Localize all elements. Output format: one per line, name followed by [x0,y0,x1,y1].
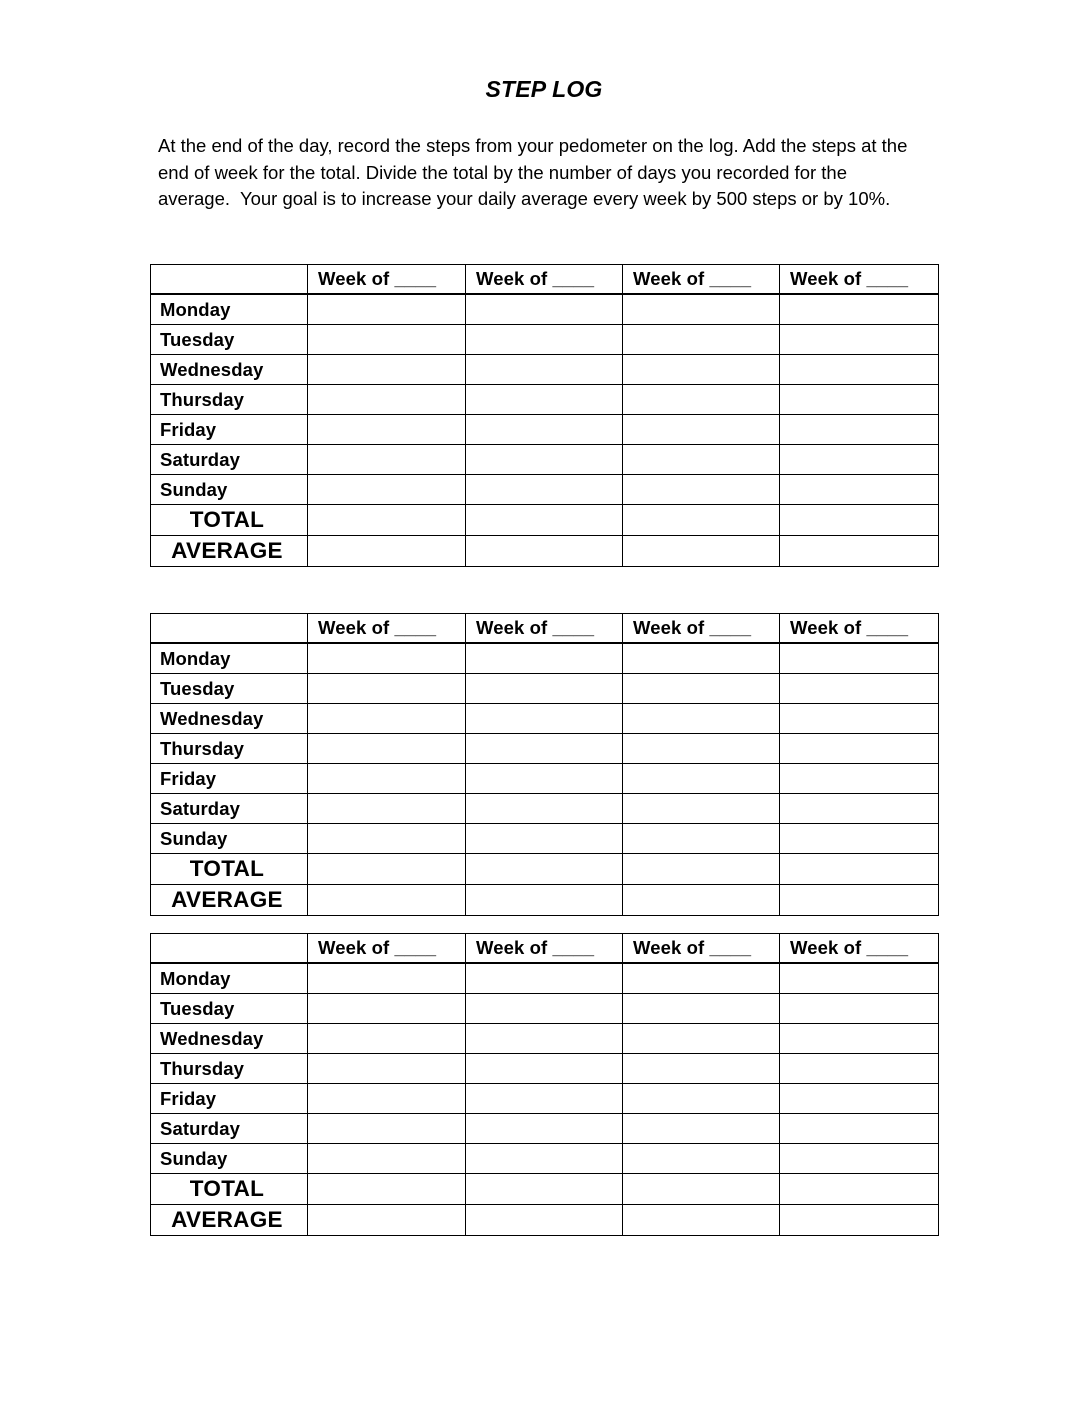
step-log-table-3 [150,933,939,1236]
row-label-saturday: Saturday [151,794,308,824]
entry-cell[interactable] [308,415,466,445]
column-header-week-1: Week of ____ [308,934,466,964]
entry-cell[interactable] [466,294,623,325]
entry-cell[interactable] [780,1144,939,1174]
entry-cell[interactable] [623,445,780,475]
entry-cell[interactable] [780,415,939,445]
entry-cell[interactable] [466,794,623,824]
entry-cell[interactable] [780,643,939,674]
column-header-week-2: Week of ____ [466,934,623,964]
average-cell[interactable] [466,1205,623,1236]
table-row [151,734,939,764]
entry-cell[interactable] [308,794,466,824]
entry-cell[interactable] [623,355,780,385]
entry-cell[interactable] [466,1054,623,1084]
entry-cell[interactable] [623,674,780,704]
column-header-week-3: Week of ____ [623,614,780,644]
entry-cell[interactable] [308,475,466,505]
table-row [151,674,939,704]
column-header-week-1: Week of ____ [308,265,466,295]
table-row [151,415,939,445]
average-cell[interactable] [780,885,939,916]
total-cell[interactable] [308,854,466,885]
table-row [151,475,939,505]
entry-cell[interactable] [623,994,780,1024]
table-row [151,355,939,385]
entry-cell[interactable] [466,445,623,475]
header-corner-cell [151,265,308,295]
row-label-saturday: Saturday [151,1114,308,1144]
step-log-table-1 [150,264,939,567]
entry-cell[interactable] [308,1024,466,1054]
column-header-week-2: Week of ____ [466,265,623,295]
row-label-sunday: Sunday [151,824,308,854]
total-cell[interactable] [623,854,780,885]
table-row [151,445,939,475]
step-log-table-2 [150,613,939,916]
entry-cell[interactable] [308,1084,466,1114]
table-row-total [151,854,939,885]
entry-cell[interactable] [466,415,623,445]
entry-cell[interactable] [780,794,939,824]
entry-cell[interactable] [780,963,939,994]
entry-cell[interactable] [623,643,780,674]
entry-cell[interactable] [308,355,466,385]
table-row [151,1084,939,1114]
row-label-monday: Monday [151,963,308,994]
instructions-paragraph: At the end of the day, record the steps from your pedometer on the log. Add the steps at the end of week for the total. Divide the total by the number of days you recorded for the average. Your goal is to increase your daily average every week by 500 steps or by 10%. [158,135,913,209]
row-label-saturday: Saturday [151,445,308,475]
row-label-sunday: Sunday [151,475,308,505]
entry-cell[interactable] [308,704,466,734]
table-header-row [151,934,939,964]
entry-cell[interactable] [780,1054,939,1084]
row-label-thursday: Thursday [151,734,308,764]
column-header-week-4: Week of ____ [780,934,939,964]
entry-cell[interactable] [308,294,466,325]
entry-cell[interactable] [466,704,623,734]
entry-cell[interactable] [780,1024,939,1054]
total-cell[interactable] [308,505,466,536]
average-cell[interactable] [623,536,780,567]
entry-cell[interactable] [466,1114,623,1144]
row-label-tuesday: Tuesday [151,325,308,355]
table-row-total [151,1174,939,1205]
entry-cell[interactable] [308,674,466,704]
entry-cell[interactable] [780,445,939,475]
table-row [151,385,939,415]
entry-cell[interactable] [623,963,780,994]
average-cell[interactable] [623,885,780,916]
total-cell[interactable] [623,1174,780,1205]
table-row-average [151,885,939,916]
entry-cell[interactable] [466,1024,623,1054]
total-cell[interactable] [466,1174,623,1205]
entry-cell[interactable] [623,824,780,854]
total-cell[interactable] [780,1174,939,1205]
entry-cell[interactable] [780,674,939,704]
row-label-friday: Friday [151,415,308,445]
table-row [151,794,939,824]
entry-cell[interactable] [780,1084,939,1114]
row-label-tuesday: Tuesday [151,994,308,1024]
entry-cell[interactable] [623,794,780,824]
average-cell[interactable] [308,1205,466,1236]
table-header-row [151,265,939,295]
table-row [151,963,939,994]
average-cell[interactable] [308,536,466,567]
row-label-sunday: Sunday [151,1144,308,1174]
entry-cell[interactable] [308,445,466,475]
entry-cell[interactable] [623,325,780,355]
row-label-tuesday: Tuesday [151,674,308,704]
entry-cell[interactable] [308,325,466,355]
entry-cell[interactable] [780,1114,939,1144]
total-cell[interactable] [780,854,939,885]
average-cell[interactable] [780,1205,939,1236]
entry-cell[interactable] [623,704,780,734]
total-cell[interactable] [780,505,939,536]
entry-cell[interactable] [466,674,623,704]
table-row-total [151,505,939,536]
table-row [151,325,939,355]
entry-cell[interactable] [780,325,939,355]
entry-cell[interactable] [466,824,623,854]
entry-cell[interactable] [466,734,623,764]
entry-cell[interactable] [780,994,939,1024]
entry-cell[interactable] [308,385,466,415]
total-cell[interactable] [623,505,780,536]
entry-cell[interactable] [466,475,623,505]
table-row-average [151,536,939,567]
average-cell[interactable] [308,885,466,916]
entry-cell[interactable] [466,1084,623,1114]
entry-cell[interactable] [466,994,623,1024]
column-header-week-3: Week of ____ [623,934,780,964]
entry-cell[interactable] [780,385,939,415]
entry-cell[interactable] [623,764,780,794]
page-title: STEP LOG [485,76,603,102]
average-cell[interactable] [780,536,939,567]
entry-cell[interactable] [623,1024,780,1054]
row-label-thursday: Thursday [151,1054,308,1084]
entry-cell[interactable] [623,734,780,764]
row-label-average: AVERAGE [151,536,308,567]
row-label-thursday: Thursday [151,385,308,415]
entry-cell[interactable] [780,294,939,325]
row-label-average: AVERAGE [151,1205,308,1236]
total-cell[interactable] [466,854,623,885]
row-label-total: TOTAL [151,505,308,536]
entry-cell[interactable] [780,355,939,385]
average-cell[interactable] [466,885,623,916]
entry-cell[interactable] [780,734,939,764]
table-row [151,764,939,794]
column-header-week-3: Week of ____ [623,265,780,295]
row-label-monday: Monday [151,294,308,325]
row-label-average: AVERAGE [151,885,308,916]
entry-cell[interactable] [623,385,780,415]
row-label-wednesday: Wednesday [151,704,308,734]
entry-cell[interactable] [623,1054,780,1084]
column-header-week-2: Week of ____ [466,614,623,644]
table-row [151,643,939,674]
table-row [151,1144,939,1174]
column-header-week-4: Week of ____ [780,614,939,644]
entry-cell[interactable] [623,294,780,325]
entry-cell[interactable] [308,994,466,1024]
row-label-friday: Friday [151,764,308,794]
entry-cell[interactable] [623,415,780,445]
table-row [151,824,939,854]
average-cell[interactable] [623,1205,780,1236]
entry-cell[interactable] [308,734,466,764]
entry-cell[interactable] [466,325,623,355]
entry-cell[interactable] [466,1144,623,1174]
entry-cell[interactable] [308,1114,466,1144]
entry-cell[interactable] [308,643,466,674]
table-row [151,704,939,734]
column-header-week-4: Week of ____ [780,265,939,295]
entry-cell[interactable] [780,824,939,854]
table-row [151,1054,939,1084]
row-label-total: TOTAL [151,1174,308,1205]
entry-cell[interactable] [466,963,623,994]
entry-cell[interactable] [308,824,466,854]
column-header-week-1: Week of ____ [308,614,466,644]
row-label-monday: Monday [151,643,308,674]
entry-cell[interactable] [623,1144,780,1174]
entry-cell[interactable] [466,643,623,674]
entry-cell[interactable] [308,963,466,994]
entry-cell[interactable] [466,385,623,415]
row-label-friday: Friday [151,1084,308,1114]
row-label-wednesday: Wednesday [151,1024,308,1054]
total-cell[interactable] [466,505,623,536]
entry-cell[interactable] [780,704,939,734]
entry-cell[interactable] [308,1144,466,1174]
total-cell[interactable] [308,1174,466,1205]
entry-cell[interactable] [623,1114,780,1144]
entry-cell[interactable] [780,764,939,794]
table-header-row [151,614,939,644]
entry-cell[interactable] [308,1054,466,1084]
table-row [151,994,939,1024]
average-cell[interactable] [466,536,623,567]
entry-cell[interactable] [308,764,466,794]
entry-cell[interactable] [780,475,939,505]
row-label-wednesday: Wednesday [151,355,308,385]
entry-cell[interactable] [466,764,623,794]
entry-cell[interactable] [623,1084,780,1114]
entry-cell[interactable] [623,475,780,505]
header-corner-cell [151,934,308,964]
row-label-total: TOTAL [151,854,308,885]
table-row [151,1024,939,1054]
entry-cell[interactable] [466,355,623,385]
table-row-average [151,1205,939,1236]
header-corner-cell [151,614,308,644]
table-row [151,294,939,325]
table-row [151,1114,939,1144]
